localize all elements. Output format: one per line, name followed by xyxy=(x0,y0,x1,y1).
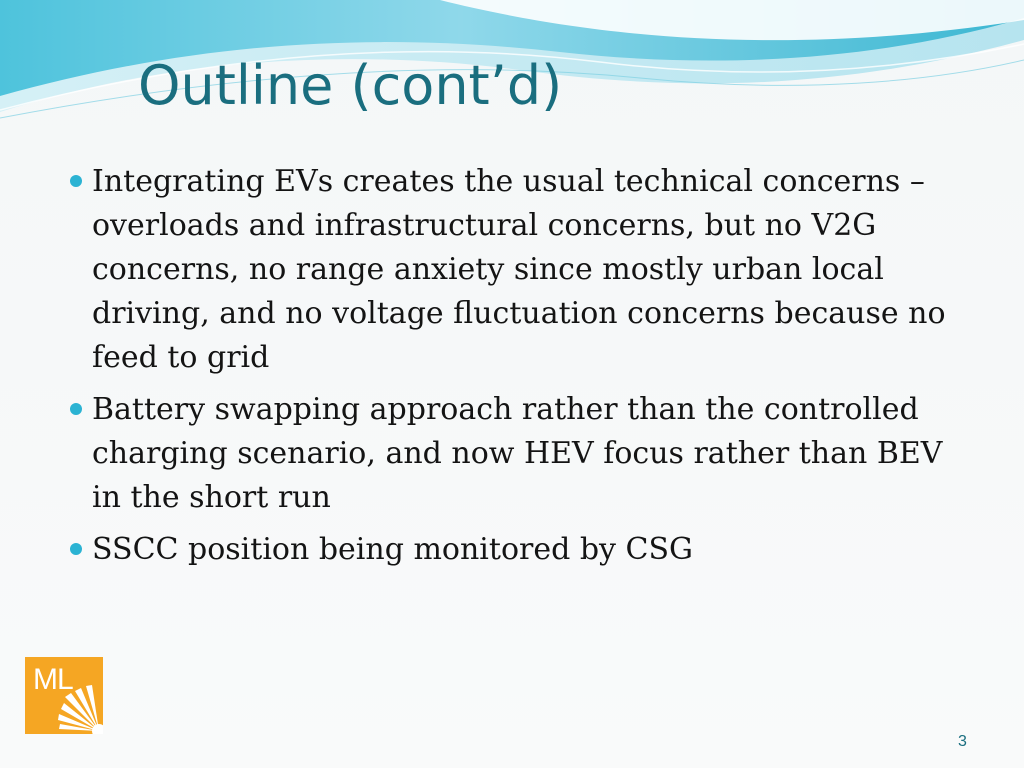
bullet-text: Integrating EVs creates the usual technical concerns – overloads and infrastructural concerns, but no V2G concerns, no range anxiety since mostly urban local driving, and no voltage fluctuation concerns because no feed to grid xyxy=(92,164,946,375)
bullet-dot-icon xyxy=(70,403,82,415)
bullet-dot-icon xyxy=(70,175,82,187)
bullet-list xyxy=(64,160,964,580)
bullet-dot-icon xyxy=(70,543,82,555)
bullet-text: SSCC position being monitored by CSG xyxy=(92,532,693,567)
bullet-text: Battery swapping approach rather than the controlled charging scenario, and now HEV focus rather than BEV in the short run xyxy=(92,392,943,515)
slide-title: Outline (cont’d) xyxy=(138,54,563,117)
page-number: 3 xyxy=(958,733,967,750)
bullet-item xyxy=(64,528,964,572)
logo-text: ML xyxy=(33,663,73,696)
bullet-item xyxy=(64,388,964,520)
ml-logo xyxy=(25,657,103,734)
bullet-item xyxy=(64,160,964,380)
